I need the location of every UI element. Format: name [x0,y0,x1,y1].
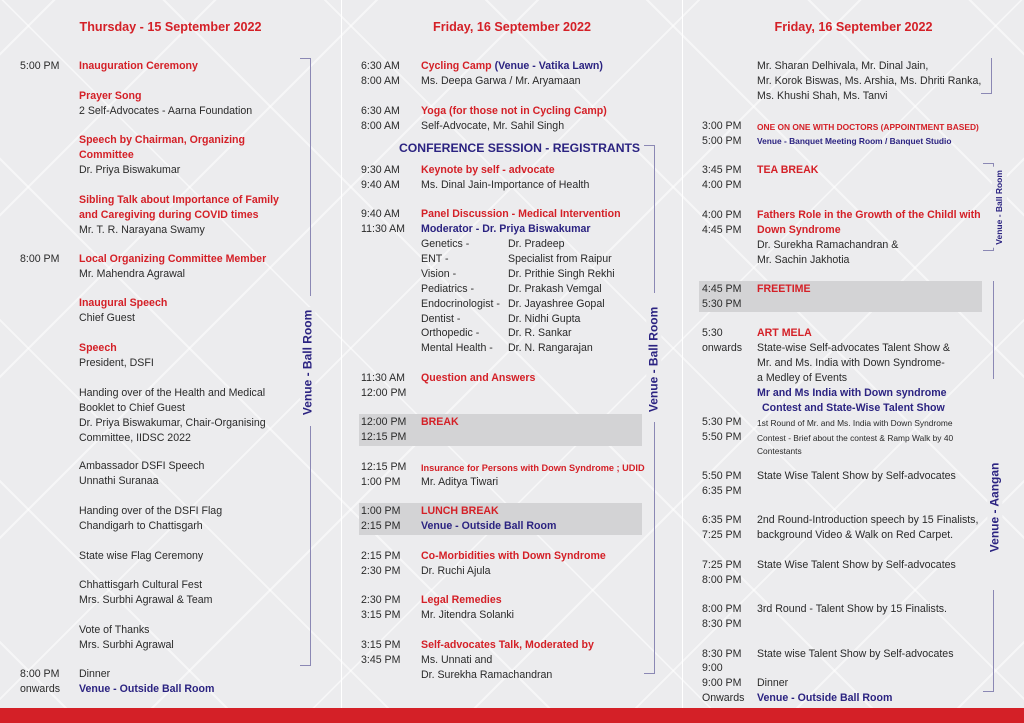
venue-bracket-line [993,281,994,379]
event-subtitle: Mr and Ms India with Down syndrome [757,387,947,399]
event-title: and Caregiving during COVID times [79,209,259,221]
event-detail: Dr. Priya Biswakumar [79,164,181,176]
event-detail: Dr. Surekha Ramachandran & [757,239,899,251]
event-detail: Chief Guest [79,312,135,324]
event-detail: Dr. Surekha Ramachandran [421,669,553,681]
time: 2:15 PM [361,520,401,532]
event-detail: Handing over of the Health and Medical [79,387,266,399]
event-detail: 2 Self-Advocates - Aarna Foundation [79,105,253,117]
event-detail: President, DSFI [79,357,154,369]
panel-name: Dr. R. Sankar [508,327,572,339]
venue-bracket-line [654,422,655,674]
event-title: ART MELA [757,327,812,339]
venue-bracket-line [310,426,311,666]
event-title: Cycling Camp [421,60,492,72]
event-title: Local Organizing Committee Member [79,253,267,265]
time: 5:30 PM [702,298,742,310]
time: 8:00 AM [361,75,400,87]
event-detail: Handing over of the DSFI Flag [79,505,223,517]
event-detail: Mr. T. R. Narayana Swamy [79,224,205,236]
venue-text: Venue - Banquet Meeting Room / Banquet Studio [757,136,952,146]
time: 8:30 PM [702,618,742,630]
event-title: Down Syndrome [757,224,841,236]
time: 9:40 AM [361,179,400,191]
event-detail: Ms. Deepa Garwa / Mr. Aryamaan [421,75,581,87]
event-detail: State Wise Talent Show by Self-advocates [757,559,956,571]
bracket-cap [983,691,994,692]
bracket-cap [300,665,311,666]
event-detail: Mrs. Surbhi Agrawal [79,639,174,651]
time: 12:15 PM [361,431,407,443]
friday-column-1 [341,0,683,708]
event-title: Prayer Song [79,90,142,102]
time: 2:30 PM [361,594,401,606]
bracket-cap [644,673,655,674]
bracket [981,58,992,94]
event-title: Co-Morbidities with Down Syndrome [421,550,606,562]
event-title: Insurance for Persons with Down Syndrome ; UDID [421,463,645,473]
time: onwards [702,342,743,354]
time: 3:15 PM [361,639,401,651]
time: 5:00 PM [702,135,742,147]
participant-names: Mr. Sharan Delhivala, Mr. Dinal Jain, [757,60,929,72]
time: 8:00 PM [702,574,742,586]
event-detail: Chhattisgarh Cultural Fest [79,579,203,591]
venue-text: (Venue - Vatika Lawn) [494,60,603,72]
participant-names: Ms. Khushi Shah, Ms. Tanvi [757,90,888,102]
time: 3:45 PM [702,164,742,176]
event-title: ONE ON ONE WITH DOCTORS (APPOINTMENT BASED) [757,122,979,132]
event-title-line [421,59,603,74]
event-detail: Ms. Unnati and [421,654,493,666]
time: 11:30 AM [361,372,405,384]
event-detail: Dr. Ruchi Ajula [421,565,491,577]
time: 1:00 PM [361,476,401,488]
event-detail: Chandigarh to Chattisgarh [79,520,203,532]
panel-name: Dr. Pradeep [508,238,565,250]
time: 12:00 PM [361,387,407,399]
panel-name: Dr. N. Rangarajan [508,342,593,354]
event-title: LUNCH BREAK [421,505,499,517]
bottom-red-bar [0,708,1024,723]
venue-text: Venue - Outside Ball Room [757,692,893,704]
event-title: FREETIME [757,283,811,295]
event-title: Keynote by self - advocate [421,164,555,176]
time: 7:25 PM [702,559,742,571]
panel-role: Genetics - [421,238,470,250]
event-detail: Dinner [79,668,111,680]
panel-name: Dr. Prakash Vemgal [508,283,602,295]
time: 12:00 PM [361,416,407,428]
time: 6:30 AM [361,60,400,72]
time: 6:35 PM [702,485,742,497]
panel-role: Endocrinologist - [421,298,500,310]
time: 4:45 PM [702,224,742,236]
time: 1:00 PM [361,505,401,517]
event-title: Fathers Role in the Growth of the Childl with [757,209,981,221]
panel-name: Dr. Nidhi Gupta [508,313,581,325]
time: 9:40 AM [361,208,400,220]
time: 9:00 [702,662,723,674]
panel-role: Pediatrics - [421,283,474,295]
time: 5:30 PM [702,416,742,428]
event-detail: Mr. Mahendra Agrawal [79,268,185,280]
bracket-cap [644,145,655,146]
event-title: Speech [79,342,117,354]
panel-name: Dr. Jayashree Gopal [508,298,605,310]
event-title: Panel Discussion - Medical Intervention [421,208,621,220]
time: 6:30 AM [361,105,400,117]
venue-bracket-line [993,590,994,692]
panel-role: Dentist - [421,313,461,325]
day-heading: Thursday - 15 September 2022 [79,20,262,34]
event-detail: Ms. Dinal Jain-Importance of Health [421,179,590,191]
event-title: Inaugural Speech [79,297,168,309]
time: 12:15 PM [361,461,407,473]
event-detail: Mrs. Surbhi Agrawal & Team [79,594,213,606]
event-subtitle: Contest and State-Wise Talent Show [762,402,945,414]
event-detail: Committee, IIDSC 2022 [79,432,191,444]
event-title: TEA BREAK [757,164,819,176]
event-detail: Dr. Priya Biswakumar, Chair-Organising [79,417,266,429]
time: 2:30 PM [361,565,401,577]
time: 3:00 PM [702,120,742,132]
event-title: Yoga (for those not in Cycling Camp) [421,105,607,117]
moderator: Moderator - Dr. Priya Biswakumar [421,223,591,235]
time: 8:00 AM [361,120,400,132]
panel-name: Specialist from Raipur [508,253,612,265]
event-detail: Unnathi Suranaa [79,475,159,487]
event-title: Question and Answers [421,372,536,384]
venue-label: Venue - Ball Room [646,304,661,415]
time: 3:45 PM [361,654,401,666]
event-title: Legal Remedies [421,594,502,606]
time: 5:00 PM [20,60,60,72]
time: 8:30 PM [702,648,742,660]
bracket-cap [300,58,311,59]
time: 9:00 PM [702,677,742,689]
venue-label: Venue - Ball Room [300,307,315,418]
venue-label: Venue - Aangan [987,460,1002,556]
event-title: Inauguration Ceremony [79,60,198,72]
time: 2:15 PM [361,550,401,562]
time: 4:00 PM [702,209,742,221]
time: 3:15 PM [361,609,401,621]
session-heading: CONFERENCE SESSION - REGISTRANTS [399,141,641,155]
friday-column-2 [683,0,1024,708]
event-detail: State wise Flag Ceremony [79,550,204,562]
panel-role: Mental Health - [421,342,493,354]
time: 4:45 PM [702,283,742,295]
event-detail: Mr. and Ms. India with Down Syndrome- [757,357,945,369]
participant-names: Mr. Korok Biswas, Ms. Arshia, Ms. Dhriti Ranka, [757,75,982,87]
event-detail: 1st Round of Mr. and Ms. India with Down Syndrome [757,418,953,428]
schedule-row [20,59,59,74]
time: 9:30 AM [361,164,400,176]
panel-name: Dr. Prithie Singh Rekhi [508,268,615,280]
panel-role: ENT - [421,253,449,265]
event-detail: Contest - Brief about the contest & Ramp Walk by 40 [757,433,954,443]
event-detail: State wise Talent Show by Self-advocates [757,648,954,660]
time: 5:50 PM [702,470,742,482]
event-detail: Ambassador DSFI Speech [79,460,205,472]
time: 8:00 PM [20,668,60,680]
event-detail: Mr. Jitendra Solanki [421,609,515,621]
event-detail: Dinner [757,677,789,689]
time: 11:30 AM [361,223,405,235]
time: 4:00 PM [702,179,742,191]
time: Onwards [702,692,745,704]
thursday-column [0,0,341,708]
event-title: Committee [79,149,134,161]
time: onwards [20,683,61,695]
venue-text: Venue - Outside Ball Room [79,683,215,695]
event-detail: background Video & Walk on Red Carpet. [757,529,954,541]
venue-text: Venue - Outside Ball Room [421,520,557,532]
time: 8:00 PM [20,253,60,265]
event-detail: Booklet to Chief Guest [79,402,185,414]
time: 7:25 PM [702,529,742,541]
event-detail: Contestants [757,446,802,456]
venue-bracket-line [654,145,655,293]
event-title: Sibling Talk about Importance of Family [79,194,279,206]
event-detail: State Wise Talent Show by Self-advocates [757,470,956,482]
event-detail: Mr. Aditya Tiwari [421,476,499,488]
event-detail: Vote of Thanks [79,624,150,636]
venue-bracket-line [310,58,311,296]
event-detail: 3rd Round - Talent Show by 15 Finalists. [757,603,948,615]
time: 8:00 PM [702,603,742,615]
event-detail: Self-Advocate, Mr. Sahil Singh [421,120,565,132]
venue-label: Venue - Ball Room [992,167,1007,248]
panel-role: Orthopedic - [421,327,480,339]
event-detail: Mr. Sachin Jakhotia [757,254,850,266]
time: 5:50 PM [702,431,742,443]
event-title: Speech by Chairman, Organizing [79,134,246,146]
event-detail: State-wise Self-advocates Talent Show & [757,342,950,354]
event-detail: 2nd Round-Introduction speech by 15 Finalists, [757,514,979,526]
event-title: BREAK [421,416,459,428]
day-heading: Friday, 16 September 2022 [774,20,933,34]
day-heading: Friday, 16 September 2022 [433,20,591,34]
time: 5:30 [702,327,723,339]
event-detail: a Medley of Events [757,372,848,384]
time: 6:35 PM [702,514,742,526]
panel-role: Vision - [421,268,457,280]
event-title: Self-advocates Talk, Moderated by [421,639,594,651]
